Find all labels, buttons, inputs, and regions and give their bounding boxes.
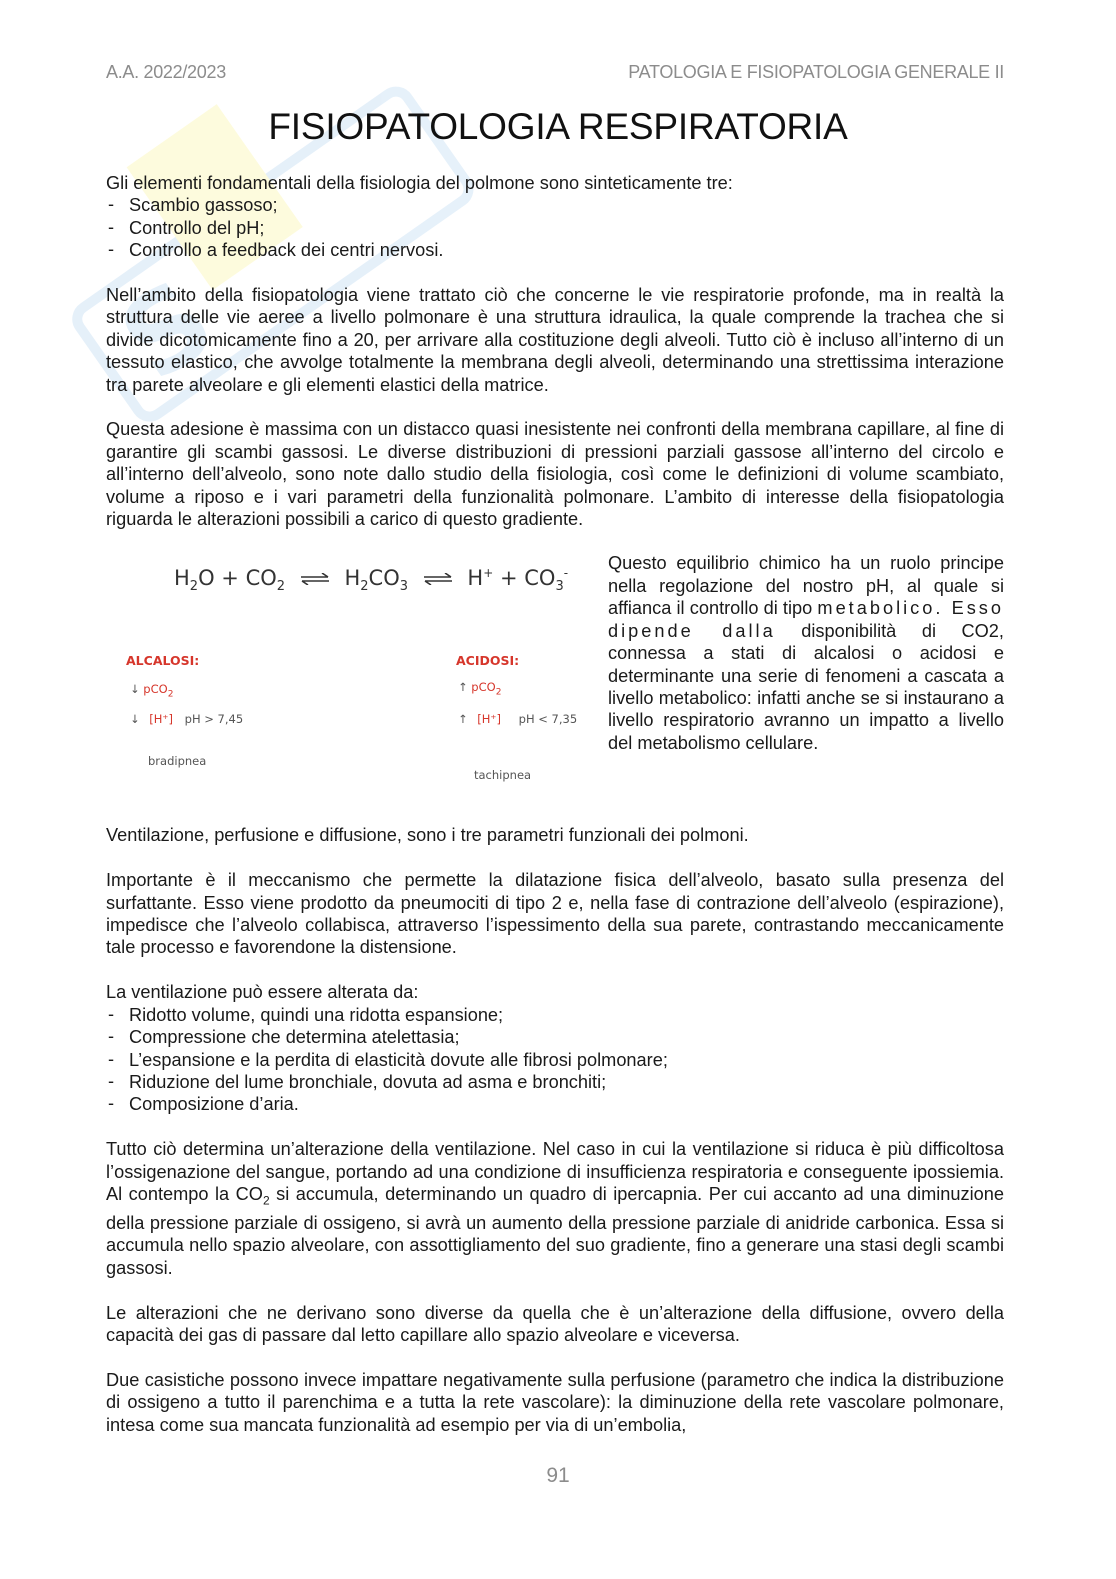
svg-text:S: S xyxy=(98,255,237,406)
paragraph-hypercapnia: Tutto ciò determina un’alterazione della ventilazione. Nel caso in cui la ventilazione si riduca è più difficoltosa l’ossigenazione del sangue, portando ad una condizione di insufficienza respiratoria e conseguente ipossiemia. Al contempo la $CO_2$ si accumula, determinando un quadro di ipercapnia. Per cui accanto ad una diminuzione della pressione parziale di ossigeno, si avrà un aumento della pressione parziale di anidride carbonica. Essa si accumula nello spazio alveolare, con assottigliamento del suo gradiente, fino a generare una stasi degli scambi gassosi. xyxy=(106,1139,1004,1278)
document-body xyxy=(106,172,1004,1436)
list-item: - Compressione che determina atelettasia; xyxy=(106,1026,1004,1048)
arrow-up-icon: ↑ xyxy=(458,680,468,695)
academic-year: A.A. 2022/2023 xyxy=(106,62,226,82)
acidosi-h: ↑ [H⁺] pH < 7,35 xyxy=(458,712,578,727)
ventilation-intro: La ventilazione può essere alterata da: xyxy=(106,982,419,1003)
list-item: - Controllo del pH; xyxy=(106,217,1004,239)
list-item: - Controllo a feedback dei centri nervosi. xyxy=(106,239,1004,261)
intro-list xyxy=(106,194,1004,261)
equilibrium-arrow-icon xyxy=(423,573,453,585)
course-title: PATOLOGIA E FISIOPATOLOGIA GENERALE II xyxy=(628,62,1004,82)
figure-row xyxy=(106,552,1004,796)
list-item: - Composizione d’aria. xyxy=(106,1093,1004,1115)
paragraph-surfactant: Importante è il meccanismo che permette la dilatazione fisica dell’alveolo, basato sulla presenza del surfattante. Esso viene prodotto da pneumociti di tipo 2 e, nella fase di contrazione dell’alveolo (espirazione), impedisce che l’alveolo collabisca, attraverso l’ispessimento della sua parete, contrastando meccanicamente tale processo e favorendone la distensione. xyxy=(106,870,1004,958)
arrow-up-icon: ↑ xyxy=(458,712,468,727)
page-number: 91 xyxy=(546,1464,570,1487)
alcalosi-label: ALCALOSI: xyxy=(126,653,200,669)
list-item: - Scambio gassoso; xyxy=(106,194,1004,216)
paragraph-diffusion: Le alterazioni che ne derivano sono diverse da quella che è un’alterazione della diffusione, ovvero della capacità dei gas di passare dal letto capillare allo spazio alveolare e viceversa. xyxy=(106,1302,1004,1345)
list-item: - L’espansione e la perdita di elasticità dovute alle fibrosi polmonare; xyxy=(106,1049,1004,1071)
arrow-down-icon: ↓ xyxy=(130,712,140,727)
paragraph-parameters: Ventilazione, perfusione e diffusione, sono i tre parametri funzionali dei polmoni. xyxy=(106,825,749,846)
alcalosi-breathing: bradipnea xyxy=(148,754,207,769)
paragraph-perfusion: Due casistiche possono invece impattare negativamente sulla perfusione (parametro che indica la distribuzione di ossigeno a tutto il parenchima e a tutta la rete vascolare): la diminuzione della rete vascolare polmonare, intesa come sua mancata funzionalità ad esempio per via di un’embolia, xyxy=(106,1369,1004,1435)
alcalosi-h: ↓ [H⁺] pH > 7,45 xyxy=(130,712,244,727)
list-item: - Ridotto volume, quindi una ridotta espansione; xyxy=(106,1004,1004,1026)
equilibrium-arrow-icon xyxy=(300,573,330,585)
acidosi-pco2: ↑ pCO$_2$ xyxy=(458,680,502,698)
page-header xyxy=(106,62,1004,90)
intro-text: Gli elementi fondamentali della fisiologia del polmone sono sinteticamente tre: xyxy=(106,173,733,193)
alcalosi-pco2: ↓ pCO$_2$ xyxy=(130,682,174,700)
page-title: FISIOPATOLOGIA RESPIRATORIA xyxy=(268,106,848,147)
acid-base-figure xyxy=(110,546,580,796)
acidosi-label: ACIDOSI: xyxy=(456,653,520,669)
paragraph-airways: Nell’ambito della fisiopatologia viene trattato ciò che concerne le vie respiratorie profonde, ma in realtà la struttura delle vie aeree a livello polmonare è una struttura idraulica, la quale comprende la trachea che si divide dicotomicamente fino a 20, per arrivare alla costituzione degli alveoli. Tutto ciò è incluso all’interno di un tessuto elastico, che avvolge totalmente la membrana degli alveoli, determinando una strettissima interazione tra parete alveolare e gli elementi elastici della matrice. xyxy=(106,285,1004,395)
ventilation-list xyxy=(106,1004,1004,1116)
acidosi-breathing: tachipnea xyxy=(474,768,532,783)
list-item: - Riduzione del lume bronchiale, dovuta ad asma e bronchiti; xyxy=(106,1071,1004,1093)
paragraph-adhesion: Questa adesione è massima con un distacco quasi inesistente nei confronti della membrana capillare, al fine di garantire gli scambi gassosi. Le diverse distribuzioni di pressioni parziali gassose all’interno del circolo e all’interno dell’alveolo, sono note dallo studio della fisiologia, così come le definizioni di volume scambiato, volume a riposo e i vari parametri della funzionalità polmonare. L’ambito di interesse della fisiopatologia riguarda le alterazioni possibili a carico di questo gradiente. xyxy=(106,419,1004,530)
carbonic-acid-equation: $H_2O + CO_2$ $H_2CO_3$ $H^+ + CO_3^-$ xyxy=(174,566,569,595)
arrow-down-icon: ↓ xyxy=(130,682,140,697)
figure-caption-text: Questo equilibrio chimico ha un ruolo principe nella regolazione del nostro pH, al quale si affianca il controllo di tipo metabolico. Esso dipende dalla disponibilità di CO2, connessa a stati di alcalosi o acidosi e determinante una serie di fenomeni a cascata a livello metabolico: infatti anche se si instaurano a livello respiratorio avranno un impatto a livello del metabolismo cellulare. xyxy=(608,553,1005,753)
